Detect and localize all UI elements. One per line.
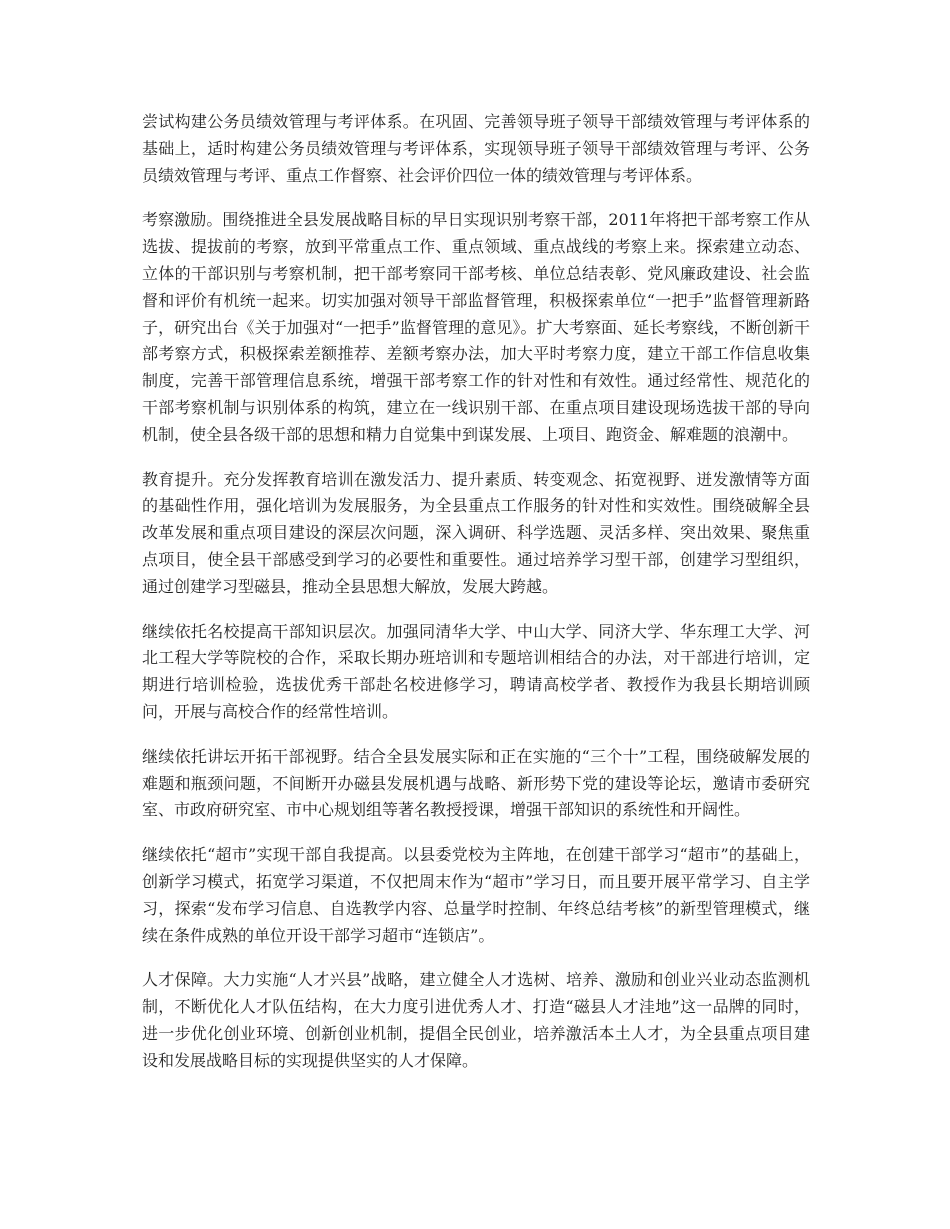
paragraph-forum-vision: 继续依托讲坛开拓干部视野。结合全县发展实际和正在实施的“三个十”工程，围绕破解发展的难题和瓶颈问题，不间断开办磁县发展机遇与战略、新形势下党的建设等论坛，邀请市委研究室、市政府研究室、市中心规划组等著名教授授课，增强干部知识的系统性和开阔性。 bbox=[142, 746, 810, 820]
paragraph-talent-guarantee: 人才保障。大力实施“人才兴县”战略，建立健全人才选树、培养、激励和创业兴业动态监测机制，不断优化人才队伍结构，在大力度引进优秀人才、打造“磁县人才洼地”这一品牌的同时，进一步优化创业环境、创新创业机制，提倡全民创业，培养激活本土人才，为全县重点项目建设和发展战略目标的实现提供坚实的人才保障。 bbox=[142, 970, 810, 1070]
paragraph-university-training: 继续依托名校提高干部知识层次。加强同清华大学、中山大学、同济大学、华东理工大学、河北工程大学等院校的合作，采取长期办班培训和专题培训相结合的办法，对干部进行培训，定期进行培训检验，选拔优秀干部赴名校进修学习，聘请高校学者、教授作为我县长期培训顾问，开展与高校合作的经常性培训。 bbox=[142, 621, 810, 721]
document-page bbox=[142, 109, 810, 1093]
paragraph-inspection-incentive: 考察激励。围绕推进全县发展战略目标的早日实现识别考察干部，2011年将把干部考察工作从选拔、提拔前的考察，放到平常重点工作、重点领域、重点战线的考察上来。探索建立动态、立体的干部识别与考察机制，把干部考察同干部考核、单位总结表彰、党风廉政建设、社会监督和评价有机统一起来。切实加强对领导干部监督管理，积极探索单位“一把手”监督管理新路子，研究出台《关于加强对“一把手”监督管理的意见》。扩大考察面、延长考察线，不断创新干部考察方式，积极探索差额推荐、差额考察办法，加大平时考察力度，建立干部工作信息收集制度，完善干部管理信息系统，增强干部考察工作的针对性和有效性。通过经常性、规范化的干部考察机制与识别体系的构筑，建立在一线识别干部、在重点项目建设现场选拔干部的导向机制，使全县各级干部的思想和精力自觉集中到谋发展、上项目、跑资金、解难题的浪潮中。 bbox=[142, 210, 810, 444]
paragraph-performance-system: 尝试构建公务员绩效管理与考评体系。在巩固、完善领导班子领导干部绩效管理与考评体系的基础上，适时构建公务员绩效管理与考评体系，实现领导班子领导干部绩效管理与考评、公务员绩效管理与考评、重点工作督察、社会评价四位一体的绩效管理与考评体系。 bbox=[142, 112, 810, 185]
paragraph-learning-supermarket: 继续依托“超市”实现干部自我提高。以县委党校为主阵地，在创建干部学习“超市”的基础上，创新学习模式，拓宽学习渠道，不仅把周末作为“超市”学习日，而且要开展平常学习、自主学习，探索“发布学习信息、自选教学内容、总量学时控制、年终总结考核”的新型管理模式，继续在条件成熟的单位开设干部学习超市“连锁店”。 bbox=[142, 845, 810, 945]
paragraph-education-improvement: 教育提升。充分发挥教育培训在激发活力、提升素质、转变观念、拓宽视野、迸发激情等方面的基础性作用，强化培训为发展服务，为全县重点工作服务的针对性和实效性。围绕破解全县改革发展和重点项目建设的深层次问题，深入调研、科学选题、灵活多样、突出效果、聚焦重点项目，使全县干部感受到学习的必要性和重要性。通过培养学习型干部，创建学习型组织，通过创建学习型磁县，推动全县思想大解放，发展大跨越。 bbox=[142, 469, 810, 596]
